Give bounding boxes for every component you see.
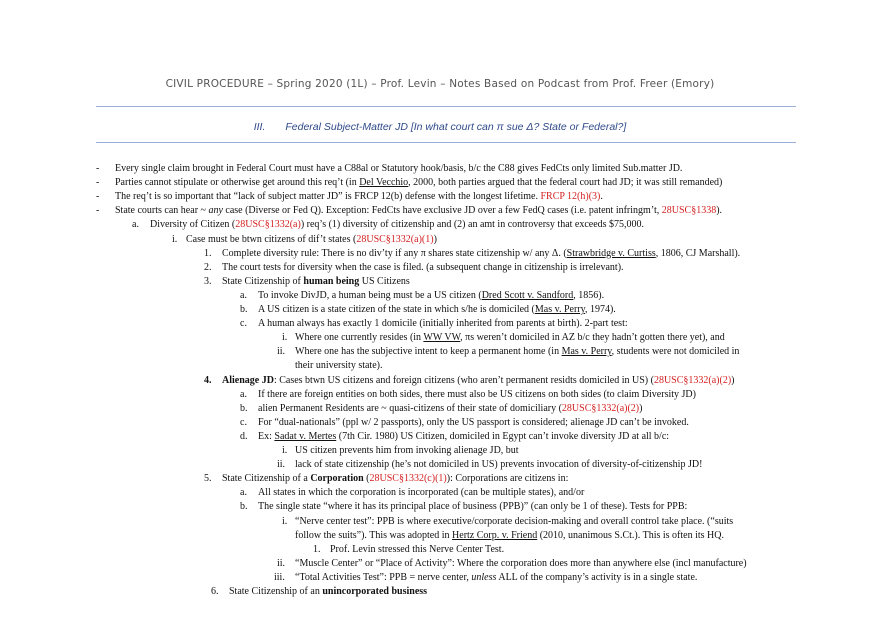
list-marker: a. — [240, 289, 247, 301]
list-marker: 1. — [313, 543, 321, 555]
list-marker: c. — [240, 416, 247, 428]
list-marker: i. — [282, 515, 288, 527]
note-line: Ex: Sadat v. Mertes (7th Cir. 1980) US Citizen, domiciled in Egypt can’t invoke diversity JD at all b/c: — [258, 430, 670, 442]
note-line-continued: their university state). — [295, 360, 383, 372]
case-citation: Mas v. Perry — [561, 346, 612, 358]
note-line: The single state “where it has its principal place of business (PPB)” (can only be 1 of these). Tests for PPB: — [258, 501, 688, 513]
list-marker: i. — [172, 233, 178, 245]
bullet-marker: - — [96, 205, 100, 217]
note-line: A US citizen is a state citizen of the state in which s/he is domiciled (Mas v. Perry, 1974). — [258, 304, 616, 315]
list-marker: b. — [240, 304, 248, 315]
note-line: The court tests for diversity when the case is filed. (a subsequent change in citizenship is irrelevant). — [222, 261, 624, 273]
statute-citation: 28USC§1332(c)(1) — [369, 473, 447, 485]
note-line: Prof. Levin stressed this Nerve Center Test. — [330, 543, 505, 555]
list-marker: a. — [240, 388, 247, 400]
note-line: A human always has exactly 1 domicile (initially inherited from parents at birth). 2-part test: — [258, 318, 628, 330]
statute-citation: 28USC§1332(a) — [235, 219, 301, 231]
bullet-marker: - — [96, 191, 100, 203]
note-line: If there are foreign entities on both sides, there must also be US citizens on both sides (to claim Diversity JD) — [258, 388, 696, 400]
note-line: US citizen prevents him from invoking alienage JD, but — [295, 445, 519, 456]
note-line: Alienage JD: Cases btwn US citizens and foreign citizens (who aren’t permanent residts domiciled in US) (28USC§1332(a)(2)) — [222, 374, 735, 386]
case-citation: Del Vecchio — [359, 177, 409, 189]
case-citation: Strawbridge v. Curtiss — [566, 247, 656, 259]
note-line: alien Permanent Residents are ~ quasi-citizens of their state of domiciliary (28USC§1332(a)(2)) — [258, 402, 643, 414]
case-citation: Mas v. Perry — [534, 304, 585, 315]
list-marker: 2. — [204, 261, 212, 273]
list-marker: ii. — [277, 557, 286, 569]
note-line: State Citizenship of a Corporation (28USC§1332(c)(1)): Corporations are citizens in: — [222, 473, 569, 485]
header-rule — [96, 106, 796, 107]
note-line: Every single claim brought in Federal Court must have a C88al or Statutory hook/basis, b/c the C88 gives FedCts only limited Sub.matter JD. — [115, 163, 683, 174]
list-marker: 3. — [204, 275, 212, 287]
note-line: “Nerve center test”: PPB is where executive/corporate decision-making and overall control take place. (“suits — [295, 515, 734, 527]
note-line: lack of state citizenship (he’s not domiciled in US) prevents invocation of diversity-of-citizenship JD! — [295, 459, 703, 471]
list-marker: d. — [240, 430, 248, 442]
note-line-continued: follow the suits”). This was adopted in Hertz Corp. v. Friend (2010, unanimous S.Ct.). This is often its HQ. — [295, 529, 724, 541]
list-marker: ii. — [277, 459, 286, 471]
note-line: All states in which the corporation is incorporated (can be multiple states), and/or — [258, 487, 585, 499]
note-line: To invoke DivJD, a human being must be a US citizen (Dred Scott v. Sandford, 1856). — [258, 289, 605, 301]
note-line: Parties cannot stipulate or otherwise get around this req’t (in Del Vecchio, 2000, both parties argued that the federal court had JD; it was still remanded) — [115, 177, 723, 189]
list-marker: 5. — [204, 473, 212, 485]
list-marker: i. — [282, 445, 288, 456]
note-line: Diversity of Citizen (28USC§1332(a)) req’s (1) diversity of citizenship and (2) an amt in controversy that exceeds $75,000. — [150, 219, 645, 231]
list-marker: a. — [132, 219, 139, 231]
list-marker: a. — [240, 487, 247, 499]
note-line: Where one has the subjective intent to keep a permanent home (in Mas v. Perry, students were not domiciled in — [295, 346, 740, 358]
list-marker: c. — [240, 318, 247, 330]
bullet-marker: - — [96, 177, 100, 189]
rule-citation: FRCP 12(h)(3) — [540, 191, 601, 203]
statute-citation: 28USC§1338 — [661, 205, 717, 217]
case-citation: Dred Scott v. Sandford — [481, 289, 574, 301]
statute-citation: 28USC§1332(a)(1) — [356, 233, 434, 245]
statute-citation: 28USC§1332(a)(2) — [653, 374, 732, 386]
note-line: “Muscle Center” or “Place of Activity”: Where the corporation does more than anywhere else (incl manufacture) — [295, 557, 747, 569]
note-line: Case must be btwn citizens of dif’t states (28USC§1332(a)(1)) — [186, 233, 437, 245]
case-citation: WW VW — [423, 332, 461, 344]
list-marker: i. — [282, 332, 288, 344]
list-marker: 6. — [211, 586, 219, 597]
section-rule — [96, 142, 796, 143]
case-citation: Sadat v. Mertes — [274, 430, 337, 442]
note-line: State courts can hear ~ any case (Diverse or Fed Q). Exception: FedCts have exclusive JD over a few FedQ cases (i.e. patent infringm’t, 28USC§1338). — [115, 205, 723, 217]
note-line: For “dual-nationals” (ppl w/ 2 passports), only the US passport is considered; alienage JD can’t be invoked. — [258, 416, 689, 428]
note-line: “Total Activities Test”: PPB = nerve center, unless ALL of the company’s activity is in a single state. — [295, 571, 698, 583]
bullet-marker: - — [96, 163, 100, 174]
section-title: Federal Subject-Matter JD [In what court can π sue Δ? State or Federal?] — [285, 121, 627, 133]
list-marker: b. — [240, 501, 248, 513]
note-line: State Citizenship of an unincorporated business — [229, 586, 428, 597]
list-marker: 1. — [204, 247, 212, 259]
list-marker: 4. — [204, 374, 212, 386]
list-marker: ii. — [277, 346, 286, 358]
statute-citation: 28USC§1332(a)(2) — [561, 402, 640, 414]
note-line: Complete diversity rule: There is no div’ty if any π shares state citizenship w/ any Δ. (Strawbridge v. Curtiss, 1806, CJ Marshall). — [222, 247, 741, 259]
note-line: Where one currently resides (in WW VW, πs weren’t domiciled in AZ b/c they hadn’t gotten there yet), and — [295, 332, 725, 344]
note-line: State Citizenship of human being US Citizens — [222, 275, 410, 287]
note-line: The req’t is so important that “lack of subject matter JD” is FRCP 12(b) defense with the longest lifetime. FRCP 12(h)(3). — [115, 191, 603, 203]
list-marker: iii. — [274, 571, 285, 583]
section-number: III. — [253, 121, 266, 133]
list-marker: b. — [240, 402, 248, 414]
document-header: CIVIL PROCEDURE – Spring 2020 (1L) – Prof. Levin – Notes Based on Podcast from Prof. Freer (Emory) — [165, 78, 715, 90]
case-citation: Hertz Corp. v. Friend — [452, 529, 538, 541]
section-heading — [0, 121, 880, 133]
